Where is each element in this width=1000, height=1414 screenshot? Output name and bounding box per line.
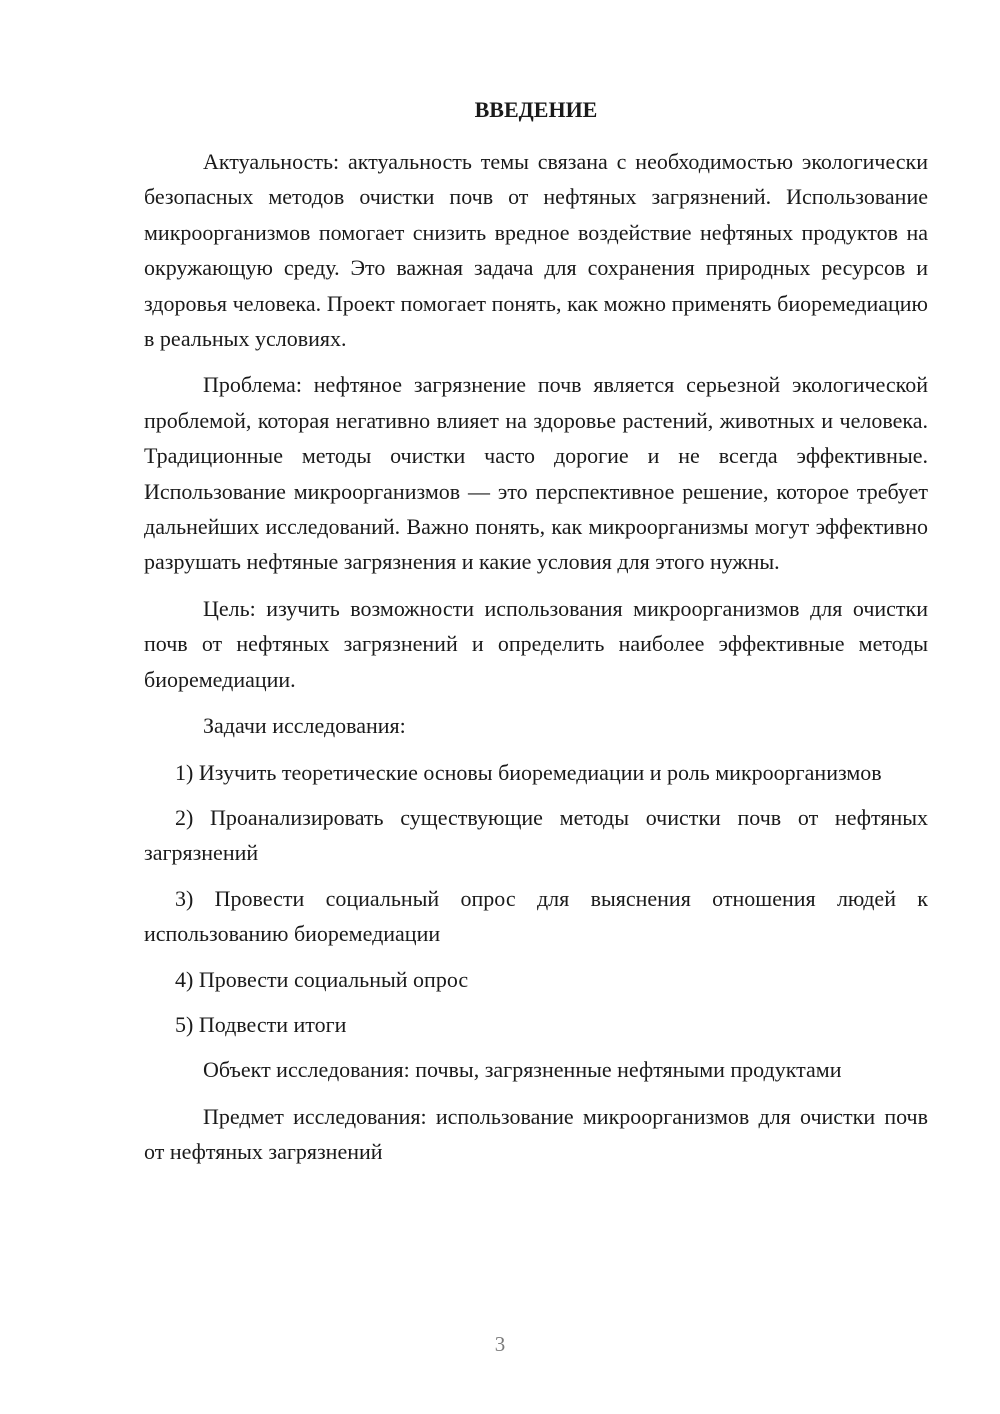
- paragraph-relevance: Актуальность: актуальность темы связана с необходимостью экологически безопасных методов очистки почв от нефтяных загрязнений. Использование микроорганизмов помогает снизить вредное воздействие нефтяных продуктов на окружающую среду. Это важная задача для сохранения природных ресурсов и здоровья человека. Проект помогает понять, как можно применять биоремедиацию в реальных условиях.: [144, 149, 928, 352]
- list-item: 4) Провести социальный опрос: [175, 966, 469, 992]
- page-title: ВВЕДЕНИЕ: [474, 97, 598, 122]
- page-number: 3: [494, 1332, 506, 1356]
- paragraph-tasks-intro: Задачи исследования:: [203, 713, 406, 739]
- list-item: 2) Проанализировать существующие методы очистки почв от нефтяных загрязнений: [144, 804, 928, 866]
- paragraph-goal: Цель: изучить возможности использования микроорганизмов для очистки почв от нефтяных загрязнений и определить наиболее эффективные методы биоремедиации.: [144, 595, 928, 692]
- tasks-list: [144, 755, 928, 1043]
- paragraph-problem: Проблема: нефтяное загрязнение почв является серьезной экологической проблемой, которая негативно влияет на здоровье растений, животных и человека. Традиционные методы очистки часто дорогие и не всегда эффективные. Использование микроорганизмов — это перспективное решение, которое требует дальнейших исследований. Важно понять, как микроорганизмы могут эффективно разрушать нефтяные загрязнения и какие условия для этого нужны.: [144, 372, 928, 575]
- list-item: 5) Подвести итоги: [175, 1011, 347, 1037]
- paragraph-subject: Предмет исследования: использование микроорганизмов для очистки почв от нефтяных загрязнений: [144, 1103, 928, 1165]
- list-item: 1) Изучить теоретические основы биоремедиации и роль микроорганизмов: [175, 759, 882, 785]
- list-item: 3) Провести социальный опрос для выяснения отношения людей к использованию биоремедиации: [144, 885, 928, 947]
- paragraph-object: Объект исследования: почвы, загрязненные нефтяными продуктами: [203, 1057, 842, 1083]
- page-content: [144, 92, 928, 1181]
